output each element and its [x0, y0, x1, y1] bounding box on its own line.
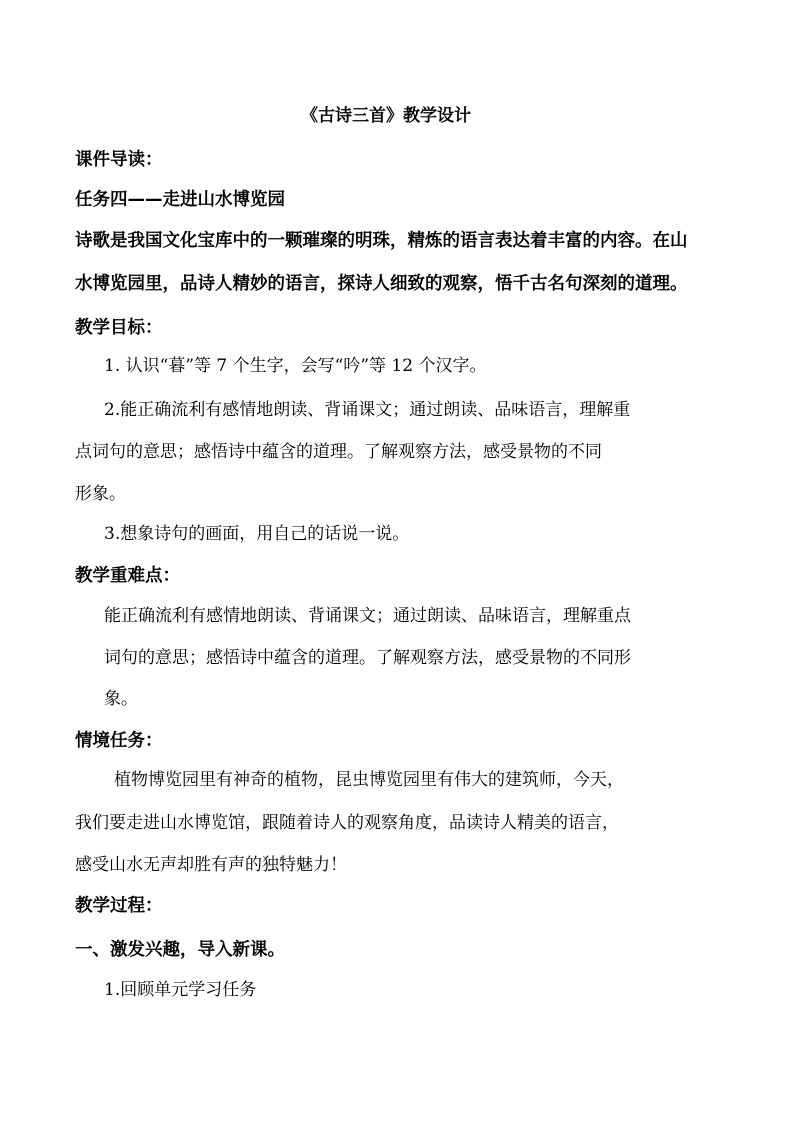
scenario-heading: 情境任务：	[75, 731, 163, 751]
section-1-item-1: 1.回顾单元学习任务	[104, 980, 257, 1000]
section-1-heading: 一、激发兴趣，导入新课。	[75, 940, 285, 960]
goal-item-2-line-3: 形象。	[75, 484, 126, 504]
scenario-line-2: 我们要走进山水博览馆，跟随着诗人的观察角度，品读诗人精美的语言，	[75, 813, 619, 833]
scenario-line-1: 植物博览园里有神奇的植物，昆虫博览园里有伟大的建筑师，今天，	[114, 770, 624, 790]
goal-item-1: 1. 认识“暮”等 7 个生字，会写“吟”等 12 个汉字。	[104, 356, 487, 376]
goal-item-2-line-2: 点词句的意思；感悟诗中蕴含的道理。了解观察方法，感受景物的不同	[75, 442, 602, 462]
key-points-line-2: 词句的意思；感悟诗中蕴含的道理。了解观察方法，感受景物的不同形	[104, 648, 631, 668]
intro-paragraph-line-2: 水博览园里，品诗人精妙的语言，探诗人细致的观察，悟千古名句深刻的道理。	[75, 274, 688, 294]
key-points-line-3: 象。	[104, 689, 138, 709]
goal-item-3: 3.想象诗句的画面，用自己的话说一说。	[104, 524, 410, 544]
document-title: 《古诗三首》教学设计	[301, 106, 471, 126]
process-heading: 教学过程：	[75, 896, 163, 916]
key-points-heading: 教学重难点：	[75, 566, 180, 586]
scenario-line-3: 感受山水无声却胜有声的独特魅力！	[75, 855, 347, 875]
key-points-line-1: 能正确流利有感情地朗读、背诵课文；通过朗读、品味语言，理解重点	[104, 606, 631, 626]
courseware-intro-heading: 课件导读：	[75, 150, 163, 170]
intro-paragraph-line-1: 诗歌是我国文化宝库中的一颗璀璨的明珠，精炼的语言表达着丰富的内容。在山	[75, 231, 688, 251]
goal-item-2-line-1: 2.能正确流利有感情地朗读、背诵课文；通过朗读、品味语言，理解重	[104, 400, 631, 420]
task-heading: 任务四——走进山水博览园	[75, 190, 285, 210]
goals-heading: 教学目标：	[75, 318, 163, 338]
